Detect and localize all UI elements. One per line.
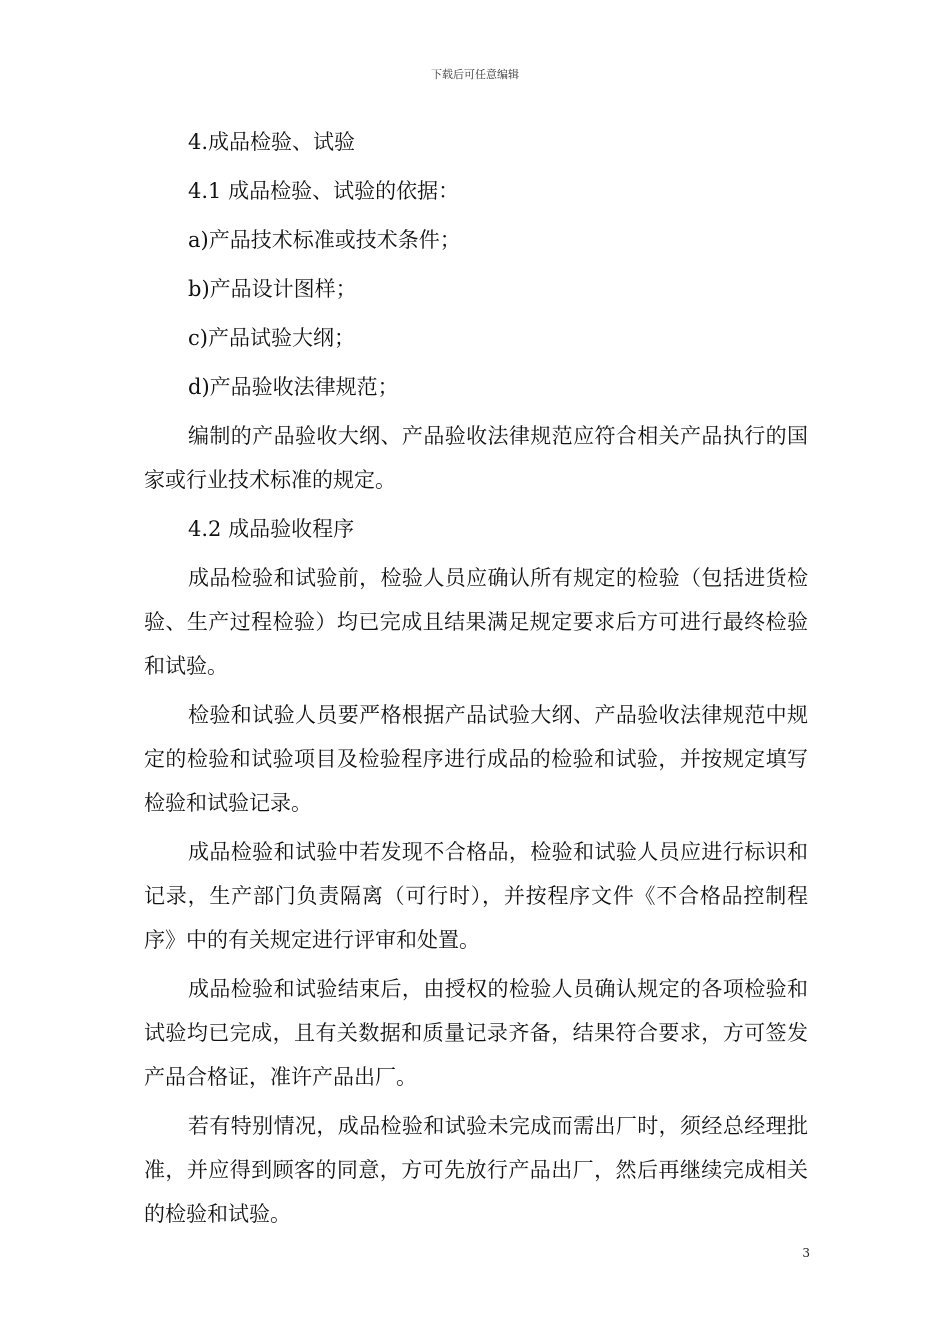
body-paragraph: 成品检验和试验前，检验人员应确认所有规定的检验（包括进货检验、生产过程检验）均已完成且结果满足规定要求后方可进行最终检验和试验。: [144, 566, 808, 678]
subsection-heading: 4.1 成品检验、试验的依据：: [188, 179, 460, 203]
body-paragraph: 编制的产品验收大纲、产品验收法律规范应符合相关产品执行的国家或行业技术标准的规定。: [144, 424, 808, 492]
list-item: c)产品试验大纲；: [188, 326, 355, 350]
body-paragraph: 成品检验和试验中若发现不合格品，检验和试验人员应进行标识和记录，生产部门负责隔离（可行时），并按程序文件《不合格品控制程序》中的有关规定进行评审和处置。: [144, 840, 808, 952]
body-paragraph: 成品检验和试验结束后，由授权的检验人员确认规定的各项检验和试验均已完成，且有关数据和质量记录齐备，结果符合要求，方可签发产品合格证，准许产品出厂。: [144, 977, 808, 1089]
list-item: d)产品验收法律规范；: [188, 375, 399, 399]
list-item: a)产品技术标准或技术条件；: [188, 228, 461, 252]
subsection-heading: 4.2 成品验收程序: [188, 517, 355, 541]
section-heading: 4.成品检验、试验: [188, 130, 356, 154]
page-header: 下载后可任意编辑: [431, 68, 519, 81]
page-number: 3: [802, 1246, 810, 1260]
body-paragraph: 检验和试验人员要严格根据产品试验大纲、产品验收法律规范中规定的检验和试验项目及检验程序进行成品的检验和试验，并按规定填写检验和试验记录。: [144, 703, 808, 815]
list-item: b)产品设计图样；: [188, 277, 357, 301]
document-body: [144, 120, 808, 1236]
body-paragraph: 若有特别情况，成品检验和试验未完成而需出厂时，须经总经理批准，并应得到顾客的同意，方可先放行产品出厂，然后再继续完成相关的检验和试验。: [144, 1114, 808, 1226]
